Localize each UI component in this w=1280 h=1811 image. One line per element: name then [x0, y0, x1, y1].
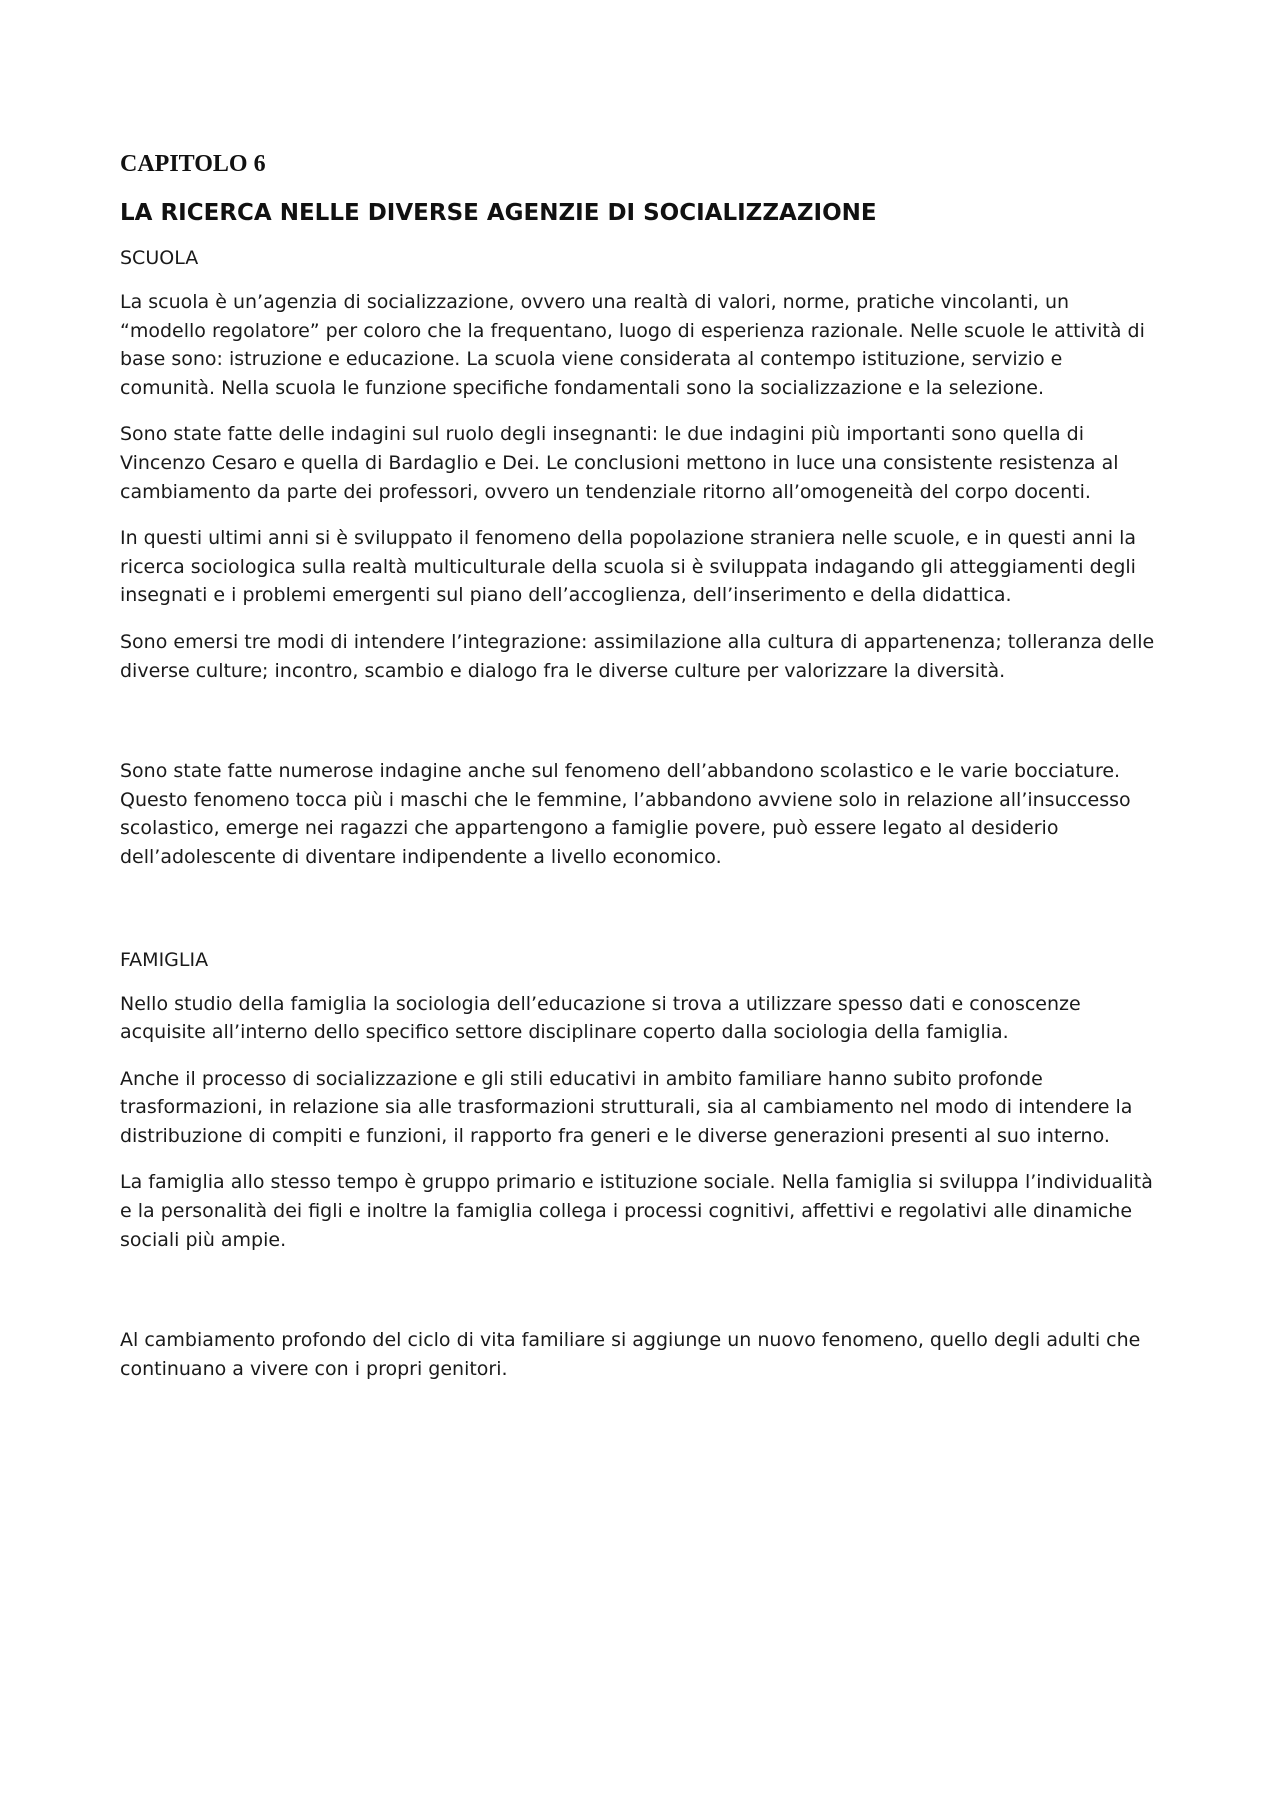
paragraph: La famiglia allo stesso tempo è gruppo primario e istituzione sociale. Nella famiglia si sviluppa l’individualità e la personalità dei figli e inoltre la famiglia collega i processi cognitivi, affettivi e regolativi alle dinamiche sociali più ampie. [120, 1171, 1153, 1251]
paragraph: Anche il processo di socializzazione e gli stili educativi in ambito familiare hanno subito profonde trasformazioni, in relazione sia alle trasformazioni strutturali, sia al cambiamento nel modo di intendere la distribuzione di compiti e funzioni, il rapporto fra generi e le diverse generazioni presenti al suo interno. [120, 1067, 1133, 1147]
section-heading-scuola: SCUOLA [120, 247, 199, 269]
blank-space [120, 890, 1160, 946]
paragraph: Sono state fatte delle indagini sul ruolo degli insegnanti: le due indagini più importanti sono quella di Vincenzo Cesaro e quella di Bardaglio e Dei. Le conclusioni mettono in luce una consistente resistenza al cambiamento da parte dei professori, ovvero un tendenziale ritorno all’omogeneità del corpo docenti. [120, 423, 1119, 503]
section-heading-famiglia: FAMIGLIA [120, 948, 209, 971]
paragraph: Sono emersi tre modi di intendere l’integrazione: assimilazione alla cultura di appartenenza; tolleranza delle diverse culture; incontro, scambio e dialogo fra le diverse culture per valorizzare la diversità. [120, 630, 1155, 682]
chapter-label: CAPITOLO 6 [120, 151, 266, 177]
paragraph: Al cambiamento profondo del ciclo di vita familiare si aggiunge un nuovo fenomeno, quello degli adulti che continuano a vivere con i propri genitori. [120, 1329, 1141, 1380]
paragraph: Nello studio della famiglia la sociologia dell’educazione si trova a utilizzare spesso dati e conoscenze acquisite all’interno dello specifico settore disciplinare coperto dalla sociologia della famiglia. [120, 992, 1081, 1044]
document-page [120, 148, 1160, 1401]
paragraph: In questi ultimi anni si è sviluppato il fenomeno della popolazione straniera nelle scuole, e in questi anni la ricerca sociologica sulla realtà multiculturale della scuola si è sviluppata indagando gli atteggiamenti degli insegnati e i problemi emergenti sul piano dell’accoglienza, dell’inserimento e della didattica. [120, 527, 1137, 607]
blank-space [120, 703, 1160, 757]
blank-space [120, 1272, 1160, 1326]
document-title: LA RICERCA NELLE DIVERSE AGENZIE DI SOCIALIZZAZIONE [120, 200, 877, 226]
paragraph: La scuola è un’agenzia di socializzazione, ovvero una realtà di valori, norme, pratiche vincolanti, un “modello regolatore” per coloro che la frequentano, luogo di esperienza razionale. Nelle scuole le attività di base sono: istruzione e educazione. La scuola viene considerata al contempo istituzione, servizio e comunità. Nella scuola le funzione specifiche fondamentali sono la socializzazione e la selezione. [120, 291, 1145, 399]
paragraph: Sono state fatte numerose indagine anche sul fenomeno dell’abbandono scolastico e le varie bocciature. Questo fenomeno tocca più i maschi che le femmine, l’abbandono avviene solo in relazione all’insuccesso scolastico, emerge nei ragazzi che appartengono a famiglie povere, può essere legato al desiderio dell’adolescente di diventare indipendente a livello economico. [120, 760, 1131, 868]
